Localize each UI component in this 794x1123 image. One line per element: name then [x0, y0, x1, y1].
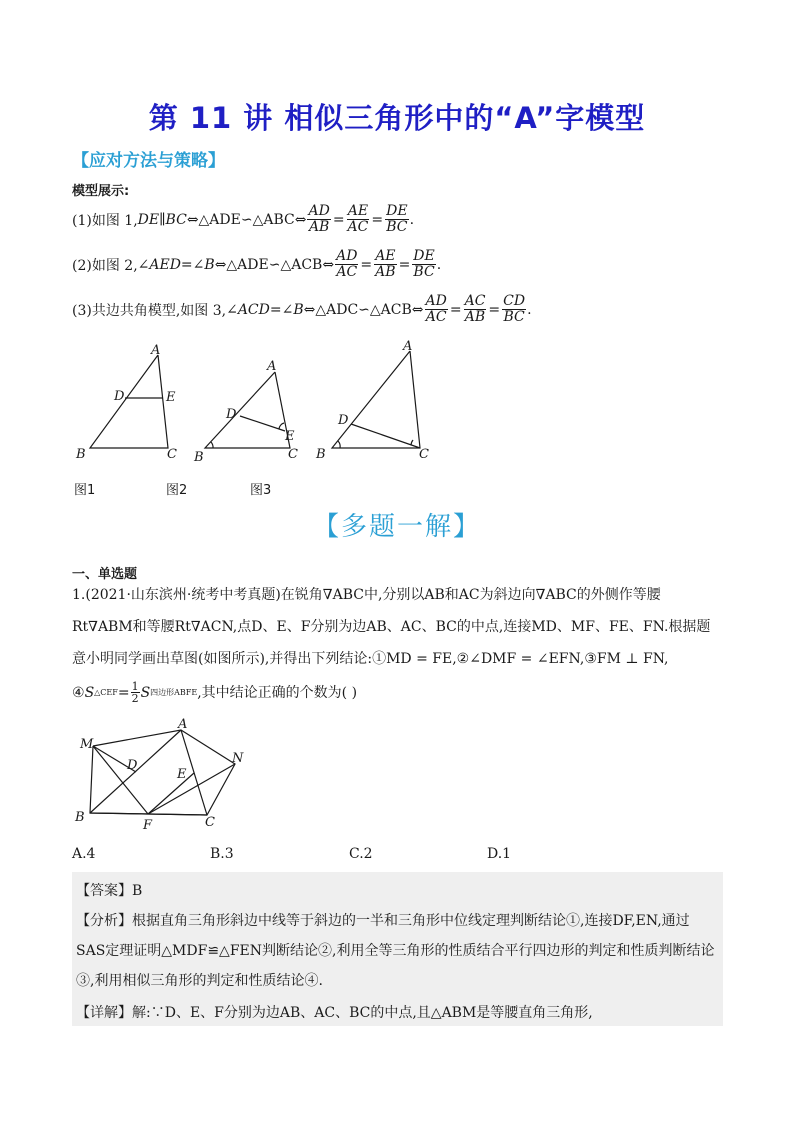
numerator: AE — [375, 248, 396, 264]
fig3-angle-c-mark — [411, 440, 413, 445]
fig3-segment-cd — [351, 424, 420, 448]
fig1-triangle — [90, 355, 168, 448]
numerator: AC — [464, 293, 486, 309]
model-end: . — [409, 211, 415, 228]
fig2-label-a: A — [267, 359, 277, 374]
denominator: BC — [503, 309, 525, 325]
fig3-label-d: D — [338, 413, 349, 428]
figure-caption-1: 图1 — [74, 483, 96, 498]
equals: = — [117, 684, 130, 701]
segment-fe — [148, 773, 194, 814]
denominator: AC — [347, 219, 369, 235]
area-symbol: S — [84, 684, 95, 701]
fig3-label-a: A — [403, 339, 413, 354]
denominator: BC — [413, 264, 435, 280]
fig2-angle-e-mark — [279, 423, 284, 429]
fraction — [307, 204, 330, 235]
denominator: 2 — [131, 692, 139, 705]
denominator: AB — [375, 264, 396, 280]
model-relation: ⇔△ADE∽△ACB⇔ — [214, 256, 335, 273]
numerator: AD — [308, 203, 330, 219]
model-condition: ∠AED=∠B — [137, 256, 215, 273]
model-line-3: (3)共边共角模型,如图 3, ∠ACD=∠B ⇔△ADC∽△ACB⇔ $\frac{AD}{AC}$ = $\frac{AC}{AB}$ = $\frac{CD}{BC}$ . — [72, 293, 532, 325]
label-n: N — [232, 751, 244, 766]
choice-d[interactable]: D.1 — [487, 846, 512, 862]
question-figure — [72, 718, 262, 838]
model-prefix: (1)如图 1, — [72, 212, 138, 229]
circled-4: ④ — [72, 684, 85, 701]
outer-shape — [90, 730, 235, 815]
label-a: A — [178, 718, 188, 732]
fig1-label-b: B — [76, 447, 86, 462]
fig3-angle-b-mark — [338, 441, 340, 448]
label-c: C — [205, 815, 215, 830]
area-subscript: △CEF — [94, 687, 118, 697]
fraction — [412, 249, 435, 280]
fig2-label-d: D — [226, 407, 237, 422]
numerator: CD — [503, 293, 526, 309]
analysis-line-2: SAS定理证明△MDF≌△FEN判断结论②,利用全等三角形的性质结合平行四边形的判定和性质判断结论 — [76, 943, 715, 959]
fraction-half — [131, 681, 140, 704]
denominator: AC — [425, 309, 447, 325]
area-subscript: 四边形ABFE — [150, 687, 198, 697]
area-symbol: S — [140, 684, 151, 701]
choice-b[interactable]: B.3 — [210, 846, 234, 862]
section-heading-strategy: 【应对方法与策略】 — [72, 151, 225, 171]
model-prefix: (2)如图 2, — [72, 257, 138, 274]
numerator: 1 — [131, 680, 139, 693]
figure-caption-2: 图2 — [166, 483, 188, 498]
page-title: 第 11 讲 相似三角形中的“A”字模型 — [148, 101, 646, 135]
model-relation: ⇔△ADC∽△ACB⇔ — [303, 301, 424, 318]
denominator: AB — [464, 309, 486, 325]
model-line-1: (1)如图 1, DE∥BC ⇔△ADE∽△ABC⇔ $\frac{AD}{AB}$ = $\frac{AE}{AC}$ = $\frac{DE}{BC}$ . — [72, 203, 415, 235]
question-line-1: 1.(2021·山东滨州·统考中考真题)在锐角∇ABC中,分别以AB和AC为斜边向∇ABC的外侧作等腰 — [72, 587, 661, 603]
model-end: . — [527, 301, 532, 318]
fraction — [347, 204, 370, 235]
label-m: M — [80, 737, 94, 752]
fig1-label-a: A — [151, 343, 161, 358]
figure-caption-3: 图3 — [250, 483, 272, 498]
model-condition: ∠ACD=∠B — [226, 301, 304, 318]
question-line-2: Rt∇ABM和等腰Rt∇ACN,点D、E、F分别为边AB、AC、BC的中点,连接MD、MF、FE、FN.根据题 — [72, 619, 711, 635]
detail-line-1: 【详解】解:∵D、E、F分别为边AB、AC、BC的中点,且△ABM是等腰直角三角形, — [76, 1005, 593, 1021]
fig2-triangle — [205, 372, 290, 448]
numerator: AE — [347, 203, 369, 219]
numerator: AD — [336, 248, 358, 264]
numerator: DE — [413, 248, 435, 264]
question-tail: ,其中结论正确的个数为( ) — [197, 684, 358, 701]
fig2-segment-de — [240, 416, 285, 431]
denominator: AC — [336, 264, 358, 280]
choice-c[interactable]: C.2 — [349, 846, 373, 862]
fig1-label-c: C — [167, 447, 177, 462]
model-end: . — [436, 256, 442, 273]
numerator: AD — [425, 293, 447, 309]
answer-label: 【答案】B — [76, 883, 143, 899]
figure-2 — [193, 359, 298, 465]
numerator: DE — [386, 203, 408, 219]
label-f: F — [143, 818, 153, 833]
model-condition: DE∥BC — [137, 211, 187, 228]
model-line-2: (2)如图 2, ∠AED=∠B ⇔△ADE∽△ACB⇔ $\frac{AD}{AC}$ = $\frac{AE}{AB}$ = $\frac{DE}{BC}$ . — [72, 248, 442, 280]
choice-a[interactable]: A.4 — [72, 846, 96, 862]
fig3-label-b: B — [316, 447, 326, 462]
model-prefix: (3)共边共角模型,如图 3, — [72, 302, 227, 319]
fraction — [335, 249, 358, 280]
fig1-label-e: E — [166, 390, 176, 405]
fraction — [425, 294, 448, 325]
denominator: BC — [386, 219, 408, 235]
model-figures — [70, 338, 470, 468]
fig3-triangle — [332, 351, 420, 448]
denominator: AB — [308, 219, 330, 235]
fraction — [385, 204, 408, 235]
analysis-line-1: 【分析】根据直角三角形斜边中线等于斜边的一半和三角形中位线定理判断结论①,连接DF,EN,通过 — [76, 913, 690, 929]
fraction — [502, 294, 526, 325]
fig2-label-e: E — [285, 429, 295, 444]
segment-mf — [93, 746, 148, 814]
model-relation: ⇔△ADE∽△ABC⇔ — [186, 211, 307, 228]
fig2-label-b: B — [194, 450, 204, 465]
fig2-angle-b-mark — [211, 442, 213, 448]
model-label: 模型展示: — [72, 184, 130, 199]
fraction — [464, 294, 487, 325]
fig3-label-c: C — [419, 447, 429, 462]
fraction — [374, 249, 396, 280]
analysis-line-3: ③,利用相似三角形的判定和性质结论④. — [76, 973, 323, 989]
question-line-3: 意小明同学画出草图(如图所示),并得出下列结论:①MD = FE,②∠DMF = ∠EFN,③FM ⊥ FN, — [72, 651, 669, 667]
label-d: D — [127, 758, 138, 773]
figure-3 — [315, 339, 429, 462]
label-e: E — [177, 767, 187, 782]
fig2-label-c: C — [288, 447, 298, 462]
section-single-choice: 一、单选题 — [72, 567, 138, 582]
fig1-label-d: D — [114, 389, 125, 404]
figure-1 — [75, 343, 177, 462]
banner-multi-solution: 【多题一解】 — [312, 512, 481, 542]
label-b: B — [75, 810, 85, 825]
question-line-4 — [72, 681, 357, 704]
